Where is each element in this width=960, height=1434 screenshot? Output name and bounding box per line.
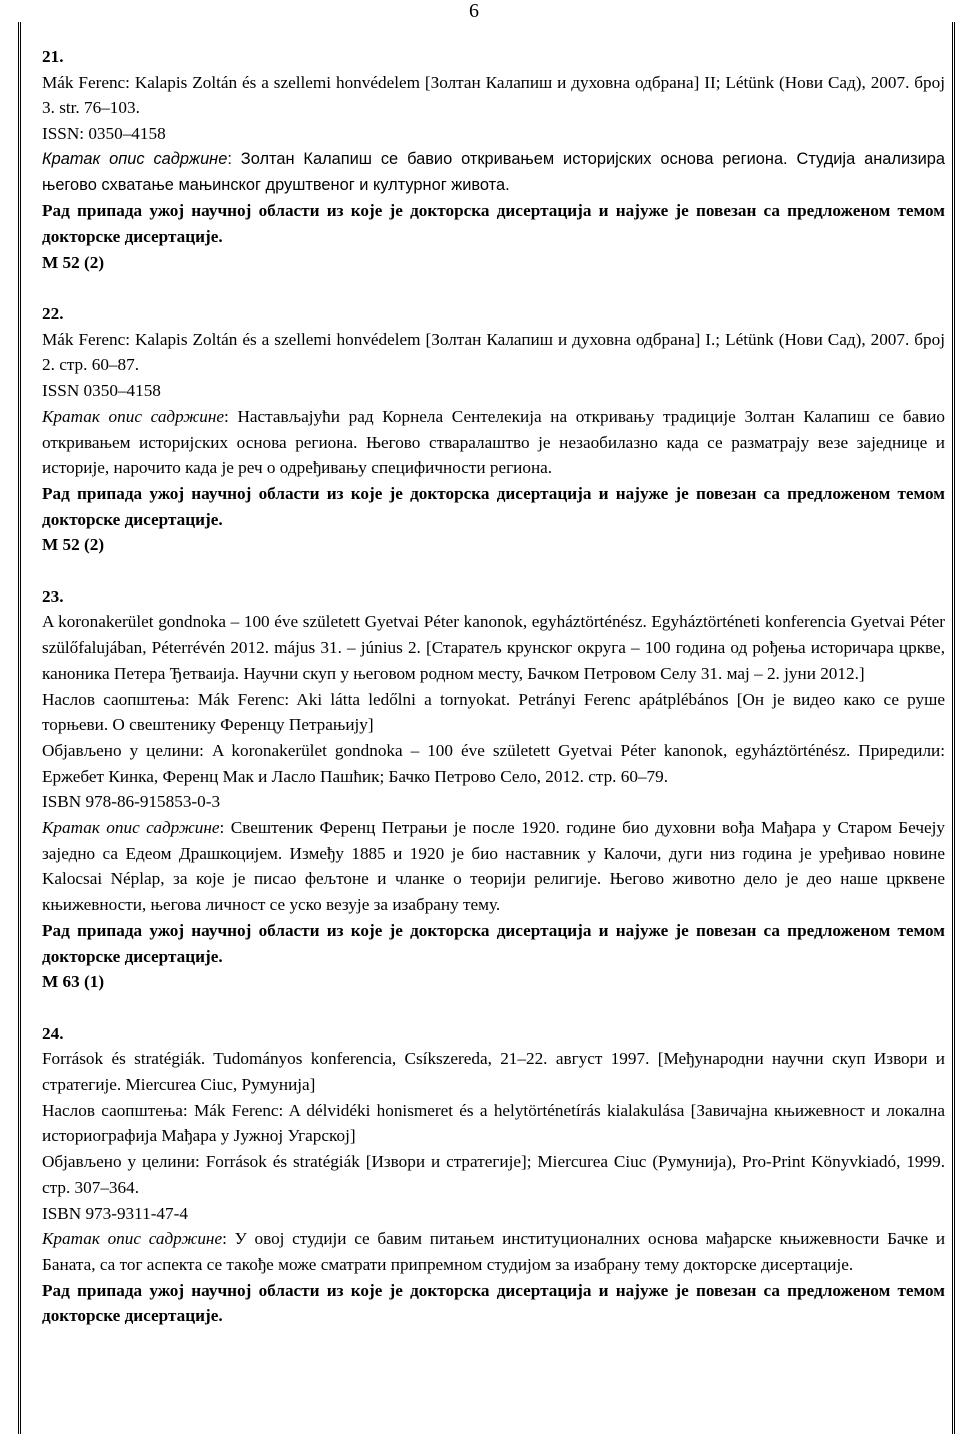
bibliography-entry-22	[42, 301, 945, 558]
relevance-statement: Рад припада ужој научној области из које је докторска дисертација и најуже је повезан са предложеном темом докторске дисертације.	[42, 483, 945, 529]
entry-talk-title: Наслов саопштења: Mák Ferenc: Aki látta ledőlni a tornyokat. Petrányi Ferenc apátplébános [Он је видео како се руше торњеви. О свештенику Ференцу Петрањију]	[42, 689, 945, 735]
entry-citation: Mák Ferenc: Kalapis Zoltán és a szellemi honvédelem [Золтан Калапиш и духовна одбрана] II; Létünk (Нови Сад), 2007. број 3. str. 76–103.	[42, 72, 945, 118]
bibliography-entry-21	[42, 44, 945, 275]
bibliography-entry-23	[42, 584, 945, 995]
entry-summary	[42, 147, 945, 198]
entry-number: 24.	[42, 1023, 64, 1043]
summary-label: Кратак опис садржине	[42, 149, 228, 168]
relevance-statement: Рад припада ужој научној области из које је докторска дисертација и најуже је повезан са предложеном темом докторске дисертације.	[42, 1280, 945, 1326]
summary-text: : Свештеник Ференц Петрањи је после 1920. године био духовни вођа Мађара у Старом Бечеју заједно са Едеом Драшкоцијем. Између 1885 и 1920 је био наставник у Калочи, дуги низ година је уређивао новине Kalocsai Néplap, за које је писао фељтоне и чланке о теорији религије. Његово животно дело је део наше црквене књижевности, његова личност се уско везује за изабрану тему.	[42, 818, 945, 915]
bibliography-entry-24	[42, 1021, 945, 1329]
entry-category: M 52 (2)	[42, 252, 105, 272]
entry-number: 23.	[42, 586, 64, 606]
summary-label: Кратак опис садржине	[42, 818, 220, 838]
entry-number: 22.	[42, 304, 64, 324]
entry-issn: ISSN 0350–4158	[42, 381, 161, 401]
summary-text: : Настављајући рад Корнела Сентелекија на откривању традиције Золтан Калапиш се бавио откривањем историјских основа региона. Његово стваралаштво је незаобилазно када се разматрају везе заједнице и историје, нарочито када је реч о одређивању специфичности региона.	[42, 406, 945, 478]
page-number: 6	[469, 0, 479, 22]
entry-category: M 52 (2)	[42, 535, 105, 555]
entry-issn: ISBN 973-9311-47-4	[42, 1203, 188, 1223]
entry-issn: ISSN: 0350–4158	[42, 124, 166, 144]
entry-number: 21.	[42, 47, 64, 66]
entry-talk-title: Наслов саопштења: Mák Ferenc: A délvidéki honismeret és a helytörténetírás kialakulása [Завичајна књижевност и локална историографија Мађара у Јужној Угарској]	[42, 1100, 945, 1146]
entry-published: Објављено у целини: A koronakerület gondnoka – 100 éve született Gyetvai Péter kanonok, egyháztörténész. Приредили: Ержебет Кинка, Ференц Мак и Ласло Пашћик; Бачко Петрово Село, 2012. стр. 60–79.	[42, 740, 945, 786]
bibliography-list	[42, 44, 945, 1329]
page-border-right	[952, 22, 955, 1434]
summary-label: Кратак опис садржине	[42, 1229, 223, 1249]
entry-published: Објављено у целини: Források és stratégiák [Извори и стратегије]; Miercurea Ciuc (Румунија), Pro-Print Könyvkiadó, 1999. стр. 307–364.	[42, 1152, 945, 1197]
entry-summary	[42, 1226, 945, 1277]
entry-issn: ISBN 978-86-915853-0-3	[42, 792, 221, 812]
summary-label: Кратак опис садржине	[42, 406, 225, 426]
entry-summary	[42, 404, 945, 481]
summary-text: : У овој студији се бавим питањем институционалних основа мађарске књижевности Бачке и Баната, са тог аспекта се такође може сматрати припремном студијом за изабрану тему докторске дисертације.	[42, 1229, 946, 1274]
entry-category: M 63 (1)	[42, 972, 105, 992]
relevance-statement: Рад припада ужој научној области из које је докторска дисертација и најуже је повезан са предложеном темом докторске дисертације.	[42, 201, 945, 246]
relevance-statement: Рад припада ужој научној области из које је докторска дисертација и најуже је повезан са предложеном темом докторске дисертације.	[42, 920, 945, 966]
entry-citation: A koronakerület gondnoka – 100 éve született Gyetvai Péter kanonok, egyháztörténész. Egyháztörténeti konferencia Gyetvai Péter szülőfalujában, Péterrévén 2012. május 31. – június 2. [Старатељ крунског округа – 100 година од рођења историчара цркве, каноника Петера Ђетваија. Научни скуп у његовом родном месту, Бачком Петровом Селу 31. мај – 2. јуни 2012.]	[42, 612, 945, 683]
entry-citation: Források és stratégiák. Tudományos konferencia, Csíkszereda, 21–22. август 1997. [Међународни научни скуп Извори и стратегије. Miercurea Ciuc, Румунија]	[42, 1049, 945, 1095]
page-border-left	[18, 22, 21, 1434]
entry-summary	[42, 815, 945, 918]
summary-text: : Золтан Калапиш се бавио откривањем историјских основа региона. Студија анализира његово схватање мањинског друштвеног и културног живота.	[42, 149, 945, 194]
entry-citation: Mák Ferenc: Kalapis Zoltán és a szellemi honvédelem [Золтан Калапиш и духовна одбрана] I.; Létünk (Нови Сад), 2007. број 2. стр. 60–87.	[42, 329, 945, 375]
